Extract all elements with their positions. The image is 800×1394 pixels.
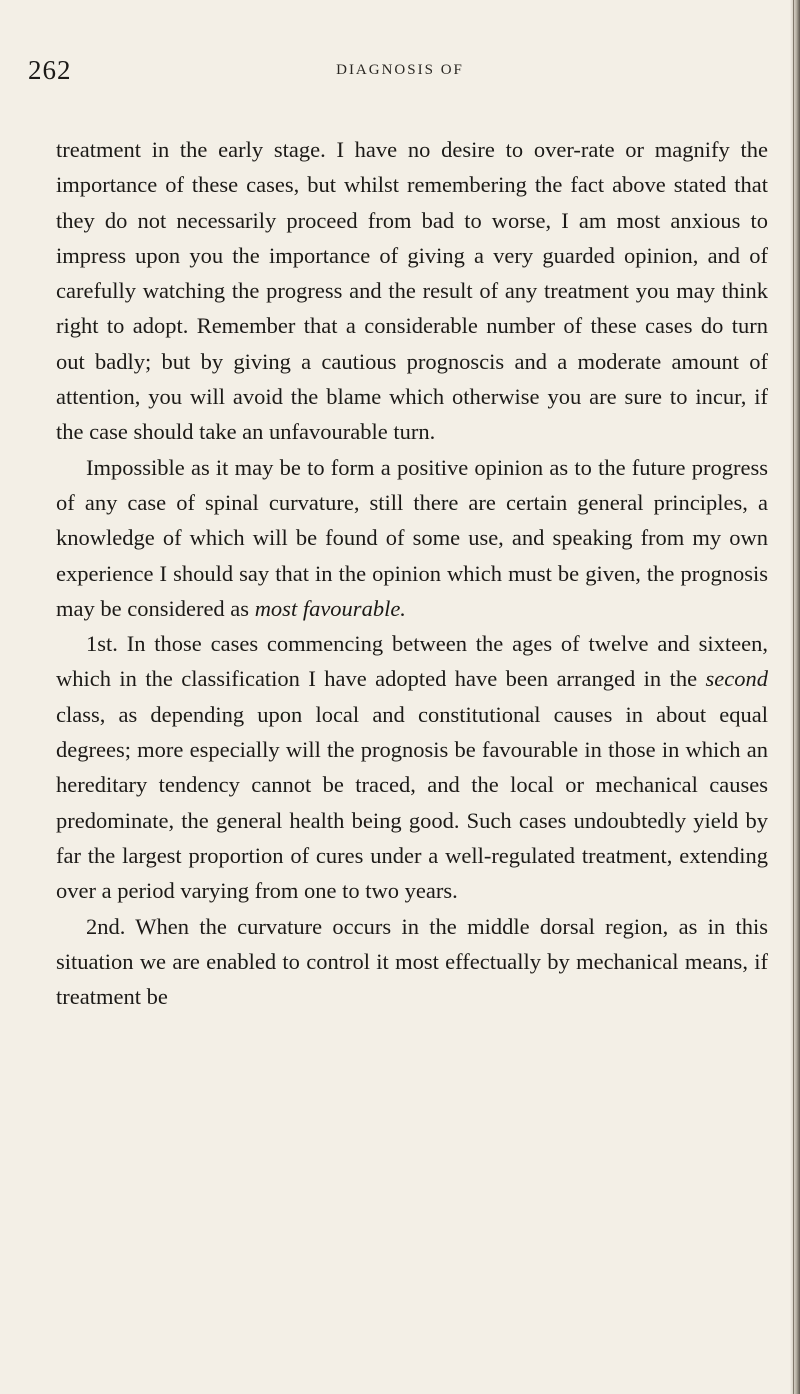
paragraph-1 xyxy=(56,132,768,450)
body-text xyxy=(56,132,768,1014)
page-number: 262 xyxy=(28,55,72,85)
running-head: DIAGNOSIS OF xyxy=(336,62,464,78)
paragraph-text: Impossible as it may be to form a positive opinion as to the future progress of any case of spinal curvature, still there are certain general principles, a knowledge of which will be found of some use, and speaking from my own experience I should say that in the opinion which must be given, the prognosis may be considered as xyxy=(56,454,768,621)
page-edge-shadow xyxy=(790,0,800,1394)
paragraph-text: 1st. In those cases commencing between the ages of twelve and sixteen, which in the classification I have adopted have been arranged in the xyxy=(56,631,768,692)
paragraph-text: 2nd. When the curvature occurs in the middle dorsal region, as in this situation we are enabled to control it most effectually by mechanical means, if treatment be xyxy=(56,913,768,1010)
paragraph-text: treatment in the early stage. I have no desire to over-rate or magnify the importance of these cases, but whilst remembering the fact above stated that they do not necessarily proceed from bad to worse, I am most anxious to impress upon you the importance of giving a very guarded opinion, and of carefully watching the progress and the result of any treatment you may think right to adopt. Remember that a considerable number of these cases do turn out badly; but by giving a cautious prognoscis and a moderate amount of attention, you will avoid the blame which otherwise you are sure to incur, if the case should take an unfavourable turn. xyxy=(56,137,768,445)
paragraph-text: class, as depending upon local and constitutional causes in about equal degrees; more especially will the prognosis be favourable in those in which an hereditary tendency cannot be traced, and the local or mechanical causes predominate, the general health being good. Such cases undoubtedly yield by far the largest proportion of cures under a well-regulated treatment, extending over a period varying from one to two years. xyxy=(56,701,768,904)
emphasis-text: most favourable. xyxy=(254,595,406,621)
emphasis-text: second xyxy=(705,666,768,692)
paragraph-4 xyxy=(56,909,768,1015)
page-edge-line xyxy=(793,0,795,1394)
paragraph-2 xyxy=(56,450,768,626)
paragraph-3 xyxy=(56,626,768,908)
